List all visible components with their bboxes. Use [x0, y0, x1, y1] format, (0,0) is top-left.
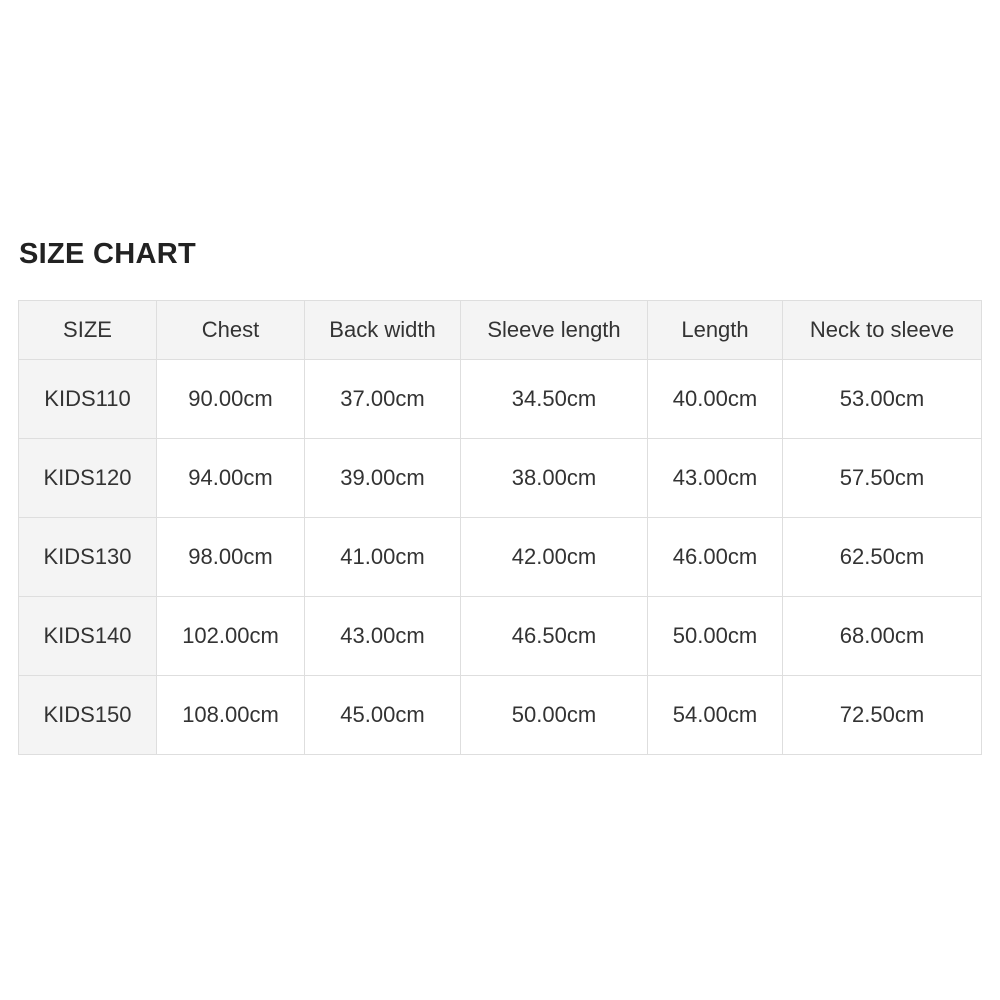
sleeve-length-cell: 46.50cm — [461, 597, 648, 676]
header-length: Length — [648, 301, 783, 360]
chest-cell: 90.00cm — [157, 360, 305, 439]
table-row — [19, 676, 982, 755]
chest-cell: 98.00cm — [157, 518, 305, 597]
table-row — [19, 518, 982, 597]
size-chart-table — [18, 300, 982, 755]
back-width-cell: 41.00cm — [305, 518, 461, 597]
length-cell: 43.00cm — [648, 439, 783, 518]
size-cell: KIDS140 — [19, 597, 157, 676]
sleeve-length-cell: 42.00cm — [461, 518, 648, 597]
header-sleeve-length: Sleeve length — [461, 301, 648, 360]
neck-to-sleeve-cell: 72.50cm — [783, 676, 982, 755]
table-row — [19, 597, 982, 676]
neck-to-sleeve-cell: 57.50cm — [783, 439, 982, 518]
sleeve-length-cell: 38.00cm — [461, 439, 648, 518]
table-row — [19, 360, 982, 439]
neck-to-sleeve-cell: 68.00cm — [783, 597, 982, 676]
length-cell: 54.00cm — [648, 676, 783, 755]
back-width-cell: 37.00cm — [305, 360, 461, 439]
back-width-cell: 43.00cm — [305, 597, 461, 676]
length-cell: 40.00cm — [648, 360, 783, 439]
neck-to-sleeve-cell: 62.50cm — [783, 518, 982, 597]
neck-to-sleeve-cell: 53.00cm — [783, 360, 982, 439]
sleeve-length-cell: 34.50cm — [461, 360, 648, 439]
size-cell: KIDS130 — [19, 518, 157, 597]
table-header-row — [19, 301, 982, 360]
length-cell: 46.00cm — [648, 518, 783, 597]
size-cell: KIDS110 — [19, 360, 157, 439]
size-cell: KIDS120 — [19, 439, 157, 518]
header-neck-to-sleeve: Neck to sleeve — [783, 301, 982, 360]
back-width-cell: 45.00cm — [305, 676, 461, 755]
page-title: SIZE CHART — [19, 238, 196, 270]
chest-cell: 94.00cm — [157, 439, 305, 518]
table-row — [19, 439, 982, 518]
length-cell: 50.00cm — [648, 597, 783, 676]
header-size: SIZE — [19, 301, 157, 360]
chest-cell: 102.00cm — [157, 597, 305, 676]
size-cell: KIDS150 — [19, 676, 157, 755]
back-width-cell: 39.00cm — [305, 439, 461, 518]
sleeve-length-cell: 50.00cm — [461, 676, 648, 755]
chest-cell: 108.00cm — [157, 676, 305, 755]
header-chest: Chest — [157, 301, 305, 360]
header-back-width: Back width — [305, 301, 461, 360]
